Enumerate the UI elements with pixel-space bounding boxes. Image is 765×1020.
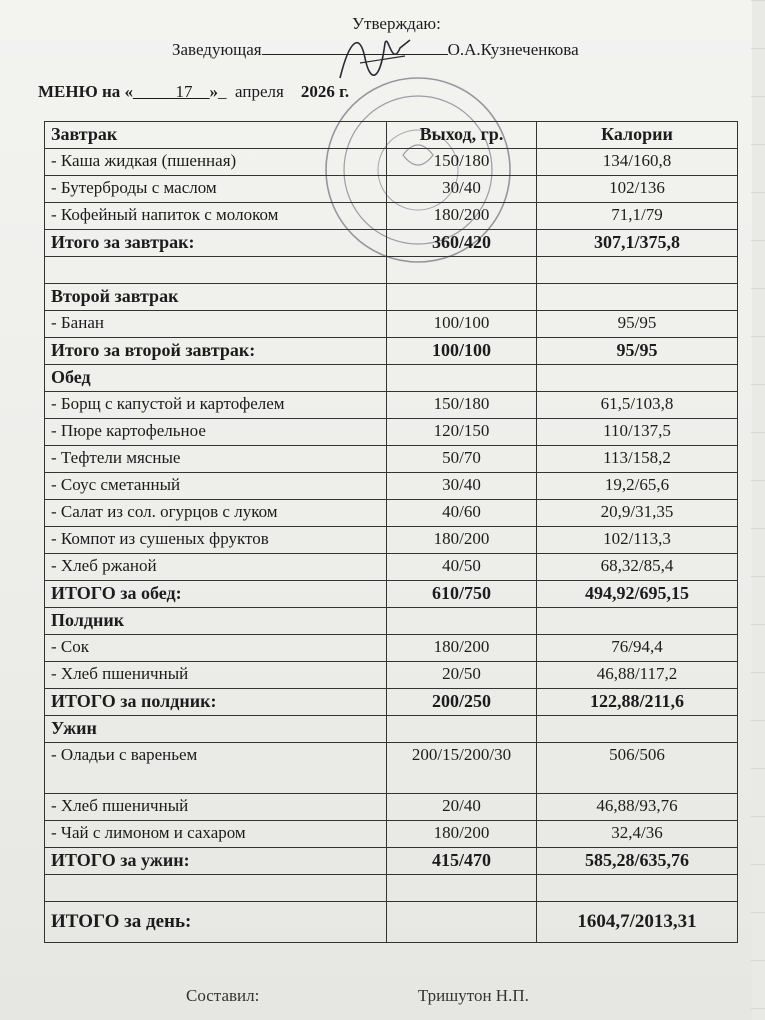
dish-yield — [387, 284, 537, 311]
menu-row-item — [45, 794, 738, 821]
dish-name: - Салат из сол. огурцов с луком — [45, 500, 387, 527]
dish-yield: 610/750 — [387, 581, 537, 608]
menu-row-item — [45, 635, 738, 662]
dish-name: - Компот из сушеных фруктов — [45, 527, 387, 554]
menu-row-item — [45, 392, 738, 419]
dish-calories: 506/506 — [537, 743, 738, 794]
menu-prefix: МЕНЮ на « — [38, 82, 134, 101]
menu-row-section — [45, 365, 738, 392]
menu-row-item — [45, 419, 738, 446]
dish-yield: 120/150 — [387, 419, 537, 446]
dish-yield: 30/40 — [387, 473, 537, 500]
dish-yield: 200/15/200/30 — [387, 743, 537, 794]
dish-name: ИТОГО за день: — [45, 902, 387, 943]
dish-yield — [387, 257, 537, 284]
menu-row-header — [45, 122, 738, 149]
dish-yield — [387, 875, 537, 902]
dish-yield: 180/200 — [387, 203, 537, 230]
dish-yield: 150/180 — [387, 149, 537, 176]
menu-month: апреля — [235, 82, 284, 101]
dish-yield: 40/50 — [387, 554, 537, 581]
menu-mid: » — [209, 82, 219, 101]
menu-row-item — [45, 527, 738, 554]
dish-name: Второй завтрак — [45, 284, 387, 311]
dish-yield — [387, 608, 537, 635]
menu-row-total — [45, 689, 738, 716]
dish-yield: 30/40 — [387, 176, 537, 203]
dish-name: Ужин — [45, 716, 387, 743]
dish-name: Обед — [45, 365, 387, 392]
dish-name: - Тефтели мясные — [45, 446, 387, 473]
dish-calories — [537, 716, 738, 743]
dish-calories: 110/137,5 — [537, 419, 738, 446]
dish-yield: 180/200 — [387, 821, 537, 848]
dish-calories: 61,5/103,8 — [537, 392, 738, 419]
dish-yield: 100/100 — [387, 311, 537, 338]
menu-row-section — [45, 608, 738, 635]
menu-row-item — [45, 203, 738, 230]
dish-calories: 102/136 — [537, 176, 738, 203]
dish-yield: 20/50 — [387, 662, 537, 689]
menu-row-item — [45, 176, 738, 203]
dish-calories: 76/94,4 — [537, 635, 738, 662]
menu-row-total — [45, 581, 738, 608]
dish-calories — [537, 365, 738, 392]
dish-name: ИТОГО за ужин: — [45, 848, 387, 875]
dish-name: - Сок — [45, 635, 387, 662]
dish-name: - Хлеб пшеничный — [45, 662, 387, 689]
dish-calories: 134/160,8 — [537, 149, 738, 176]
menu-row-item — [45, 311, 738, 338]
dish-calories: 20,9/31,35 — [537, 500, 738, 527]
dish-name: - Банан — [45, 311, 387, 338]
dish-calories: 122,88/211,6 — [537, 689, 738, 716]
dish-calories: 1604,7/2013,31 — [537, 902, 738, 943]
menu-date-line: МЕНЮ на «_____17__»_ апреля 2026 г. — [38, 82, 350, 101]
dish-calories: 95/95 — [537, 338, 738, 365]
dish-name: - Пюре картофельное — [45, 419, 387, 446]
menu-row-item — [45, 500, 738, 527]
dish-name: Завтрак — [45, 122, 387, 149]
dish-name: - Бутерброды с маслом — [45, 176, 387, 203]
dish-calories — [537, 257, 738, 284]
dish-yield: 50/70 — [387, 446, 537, 473]
menu-table — [44, 121, 738, 943]
composed-label: Составил: — [186, 986, 260, 1005]
menu-row-day — [45, 902, 738, 943]
dish-name: - Каша жидкая (пшенная) — [45, 149, 387, 176]
dish-yield: 360/420 — [387, 230, 537, 257]
menu-row-section — [45, 284, 738, 311]
dish-name — [45, 875, 387, 902]
menu-row-item — [45, 821, 738, 848]
dish-yield — [387, 902, 537, 943]
composer-name: Тришутон Н.П. — [417, 986, 529, 1005]
dish-name: - Соус сметанный — [45, 473, 387, 500]
col-calories-header: Калории — [537, 122, 738, 149]
dish-name: Итого за завтрак: — [45, 230, 387, 257]
dish-name: - Чай с лимоном и сахаром — [45, 821, 387, 848]
dish-calories: 46,88/117,2 — [537, 662, 738, 689]
menu-day: _____17__ — [133, 82, 210, 101]
dish-calories: 46,88/93,76 — [537, 794, 738, 821]
menu-row-total — [45, 230, 738, 257]
dish-name: - Хлеб ржаной — [45, 554, 387, 581]
dish-yield: 100/100 — [387, 338, 537, 365]
dish-yield: 180/200 — [387, 635, 537, 662]
dish-name: Полдник — [45, 608, 387, 635]
dish-name: - Борщ с капустой и картофелем — [45, 392, 387, 419]
dish-yield: 40/60 — [387, 500, 537, 527]
menu-row-item — [45, 446, 738, 473]
dish-yield: 200/250 — [387, 689, 537, 716]
menu-row-section — [45, 716, 738, 743]
approver-name: О.А.Кузнеченкова — [447, 40, 579, 59]
menu-row-item — [45, 662, 738, 689]
menu-year: 2026 г. — [300, 82, 350, 101]
dish-yield: 415/470 — [387, 848, 537, 875]
dish-calories: 494,92/695,15 — [537, 581, 738, 608]
menu-row-empty — [45, 875, 738, 902]
menu-row-item — [45, 149, 738, 176]
footer-composer — [186, 986, 529, 1006]
position-label: Заведующая — [172, 40, 262, 59]
dish-name: - Кофейный напиток с молоком — [45, 203, 387, 230]
col-yield-header: Выход, гр. — [387, 122, 537, 149]
menu-row-item — [45, 473, 738, 500]
dish-calories: 585,28/635,76 — [537, 848, 738, 875]
dish-yield — [387, 716, 537, 743]
dish-name — [45, 257, 387, 284]
menu-row-total — [45, 338, 738, 365]
dish-name: ИТОГО за обед: — [45, 581, 387, 608]
approve-label: Утверждаю: — [352, 14, 441, 33]
dish-calories: 32,4/36 — [537, 821, 738, 848]
dish-name: ИТОГО за полдник: — [45, 689, 387, 716]
dish-calories — [537, 284, 738, 311]
dish-calories — [537, 875, 738, 902]
menu-row-item — [45, 554, 738, 581]
dish-calories: 68,32/85,4 — [537, 554, 738, 581]
dish-yield — [387, 365, 537, 392]
edge-shadow — [751, 0, 765, 1020]
menu-row-tall — [45, 743, 738, 794]
dish-calories — [537, 608, 738, 635]
dish-yield: 180/200 — [387, 527, 537, 554]
menu-row-empty — [45, 257, 738, 284]
dish-name: - Хлеб пшеничный — [45, 794, 387, 821]
dish-name: - Оладьи с вареньем — [45, 743, 387, 794]
menu-row-total — [45, 848, 738, 875]
dish-calories: 102/113,3 — [537, 527, 738, 554]
dish-calories: 113/158,2 — [537, 446, 738, 473]
dish-calories: 19,2/65,6 — [537, 473, 738, 500]
dish-calories: 307,1/375,8 — [537, 230, 738, 257]
dish-calories: 95/95 — [537, 311, 738, 338]
dish-calories: 71,1/79 — [537, 203, 738, 230]
dish-name: Итого за второй завтрак: — [45, 338, 387, 365]
dish-yield: 20/40 — [387, 794, 537, 821]
dish-yield: 150/180 — [387, 392, 537, 419]
